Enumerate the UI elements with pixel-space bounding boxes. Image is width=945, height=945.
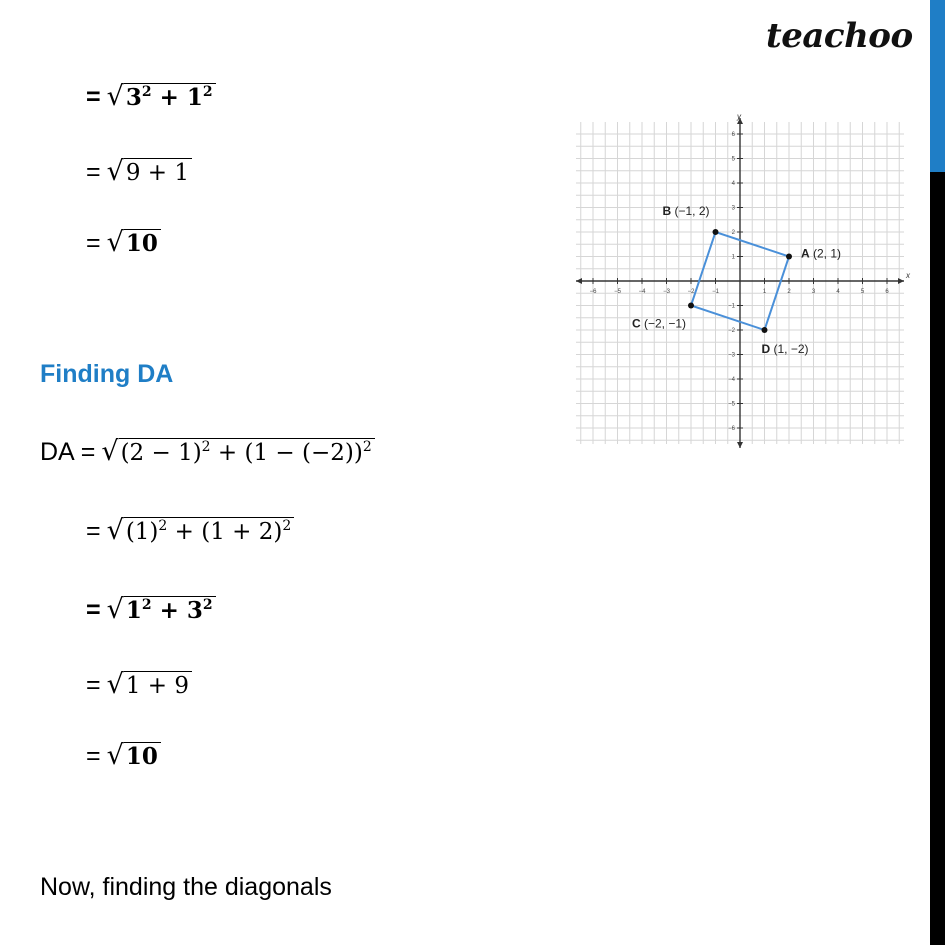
calc-line-3 xyxy=(86,228,161,258)
radicand: $3^2 + 1^2$ xyxy=(124,83,216,112)
radical-icon: √ xyxy=(106,669,124,700)
y-axis-arrow-icon xyxy=(737,442,743,448)
sidebar-accent-bar xyxy=(930,0,945,172)
y-tick-label: 4 xyxy=(731,181,735,187)
x-tick-label: −2 xyxy=(687,289,695,295)
x-axis-arrow-icon xyxy=(576,278,582,284)
radical-icon: √ xyxy=(106,227,124,258)
x-tick-label: −3 xyxy=(663,289,670,295)
equals-sign: = xyxy=(80,438,96,466)
radicand: $1^2 + 3^2$ xyxy=(124,596,216,625)
y-axis-label: y xyxy=(737,112,741,121)
y-tick-label: 1 xyxy=(731,254,735,261)
point-label-b: B (−1, 2) xyxy=(662,204,710,218)
point-label-d: D (1, −2) xyxy=(761,342,809,356)
radical-icon: √ xyxy=(101,436,119,467)
y-tick-label: −2 xyxy=(728,328,735,334)
y-tick-label: −5 xyxy=(728,401,735,408)
y-tick-label: −6 xyxy=(728,426,735,432)
square-root xyxy=(107,157,192,187)
radical-icon: √ xyxy=(106,515,124,546)
point-c xyxy=(688,303,694,309)
equals-sign: = xyxy=(86,596,101,624)
radicand: 9 + 1 xyxy=(124,158,192,187)
radicand: 10 xyxy=(124,742,161,771)
x-tick-label: −5 xyxy=(614,289,621,295)
radicand: 10 xyxy=(124,229,161,258)
radicand: $(1)^2 + (1 + 2)^2$ xyxy=(124,517,294,546)
square-root xyxy=(107,670,192,700)
radical-icon: √ xyxy=(106,594,124,625)
point-b xyxy=(713,229,719,235)
square-root xyxy=(101,437,374,467)
equals-sign: = xyxy=(86,671,101,699)
radical-icon: √ xyxy=(106,81,124,112)
da-line-1 xyxy=(40,437,375,467)
radicand: 1 + 9 xyxy=(124,671,192,700)
equals-sign: = xyxy=(86,229,101,257)
calc-line-1 xyxy=(86,82,216,112)
point-d xyxy=(762,327,768,333)
square-root xyxy=(107,741,161,771)
y-tick-label: −4 xyxy=(728,377,735,383)
teachoo-logo: teachoo xyxy=(766,16,913,56)
y-tick-label: −1 xyxy=(728,303,735,310)
x-axis-label: x xyxy=(906,271,910,280)
equals-sign: = xyxy=(86,83,101,111)
square-root xyxy=(107,595,216,625)
y-tick-label: 2 xyxy=(731,230,735,236)
da-label: DA xyxy=(40,438,75,466)
x-tick-label: −6 xyxy=(589,289,597,295)
da-line-2 xyxy=(86,516,294,546)
y-tick-label: −3 xyxy=(728,352,735,359)
da-line-4 xyxy=(86,670,192,700)
equals-sign: = xyxy=(86,517,101,545)
x-tick-label: 5 xyxy=(860,289,865,295)
y-tick-label: 5 xyxy=(731,156,735,163)
da-line-5 xyxy=(86,741,161,771)
point-a xyxy=(786,254,792,260)
x-tick-label: 1 xyxy=(762,289,767,295)
radical-icon: √ xyxy=(106,740,124,771)
x-tick-label: 2 xyxy=(787,289,791,295)
x-tick-label: 4 xyxy=(836,289,840,295)
x-axis-arrow-icon xyxy=(898,278,904,284)
y-tick-label: 6 xyxy=(731,132,735,138)
radical-icon: √ xyxy=(106,156,124,187)
x-tick-label: −4 xyxy=(638,289,646,295)
radicand: $(2 - 1)^2 + (1 - (-2))^2$ xyxy=(119,438,375,467)
square-root xyxy=(107,516,295,546)
closing-text: Now, finding the diagonals xyxy=(40,873,332,901)
square-root xyxy=(107,82,216,112)
calc-line-2 xyxy=(86,157,192,187)
square-root xyxy=(107,228,161,258)
point-label-a: A (2, 1) xyxy=(801,246,842,261)
y-tick-label: 3 xyxy=(731,205,735,212)
x-tick-label: 6 xyxy=(885,289,889,295)
equals-sign: = xyxy=(86,742,101,770)
x-tick-label: −1 xyxy=(712,289,719,295)
equals-sign: = xyxy=(86,158,101,186)
coordinate-graph xyxy=(570,112,915,457)
da-line-3 xyxy=(86,595,216,625)
section-heading: Finding DA xyxy=(40,360,174,388)
x-tick-label: 3 xyxy=(811,289,816,295)
point-label-c: C (−2, −1) xyxy=(631,316,686,331)
